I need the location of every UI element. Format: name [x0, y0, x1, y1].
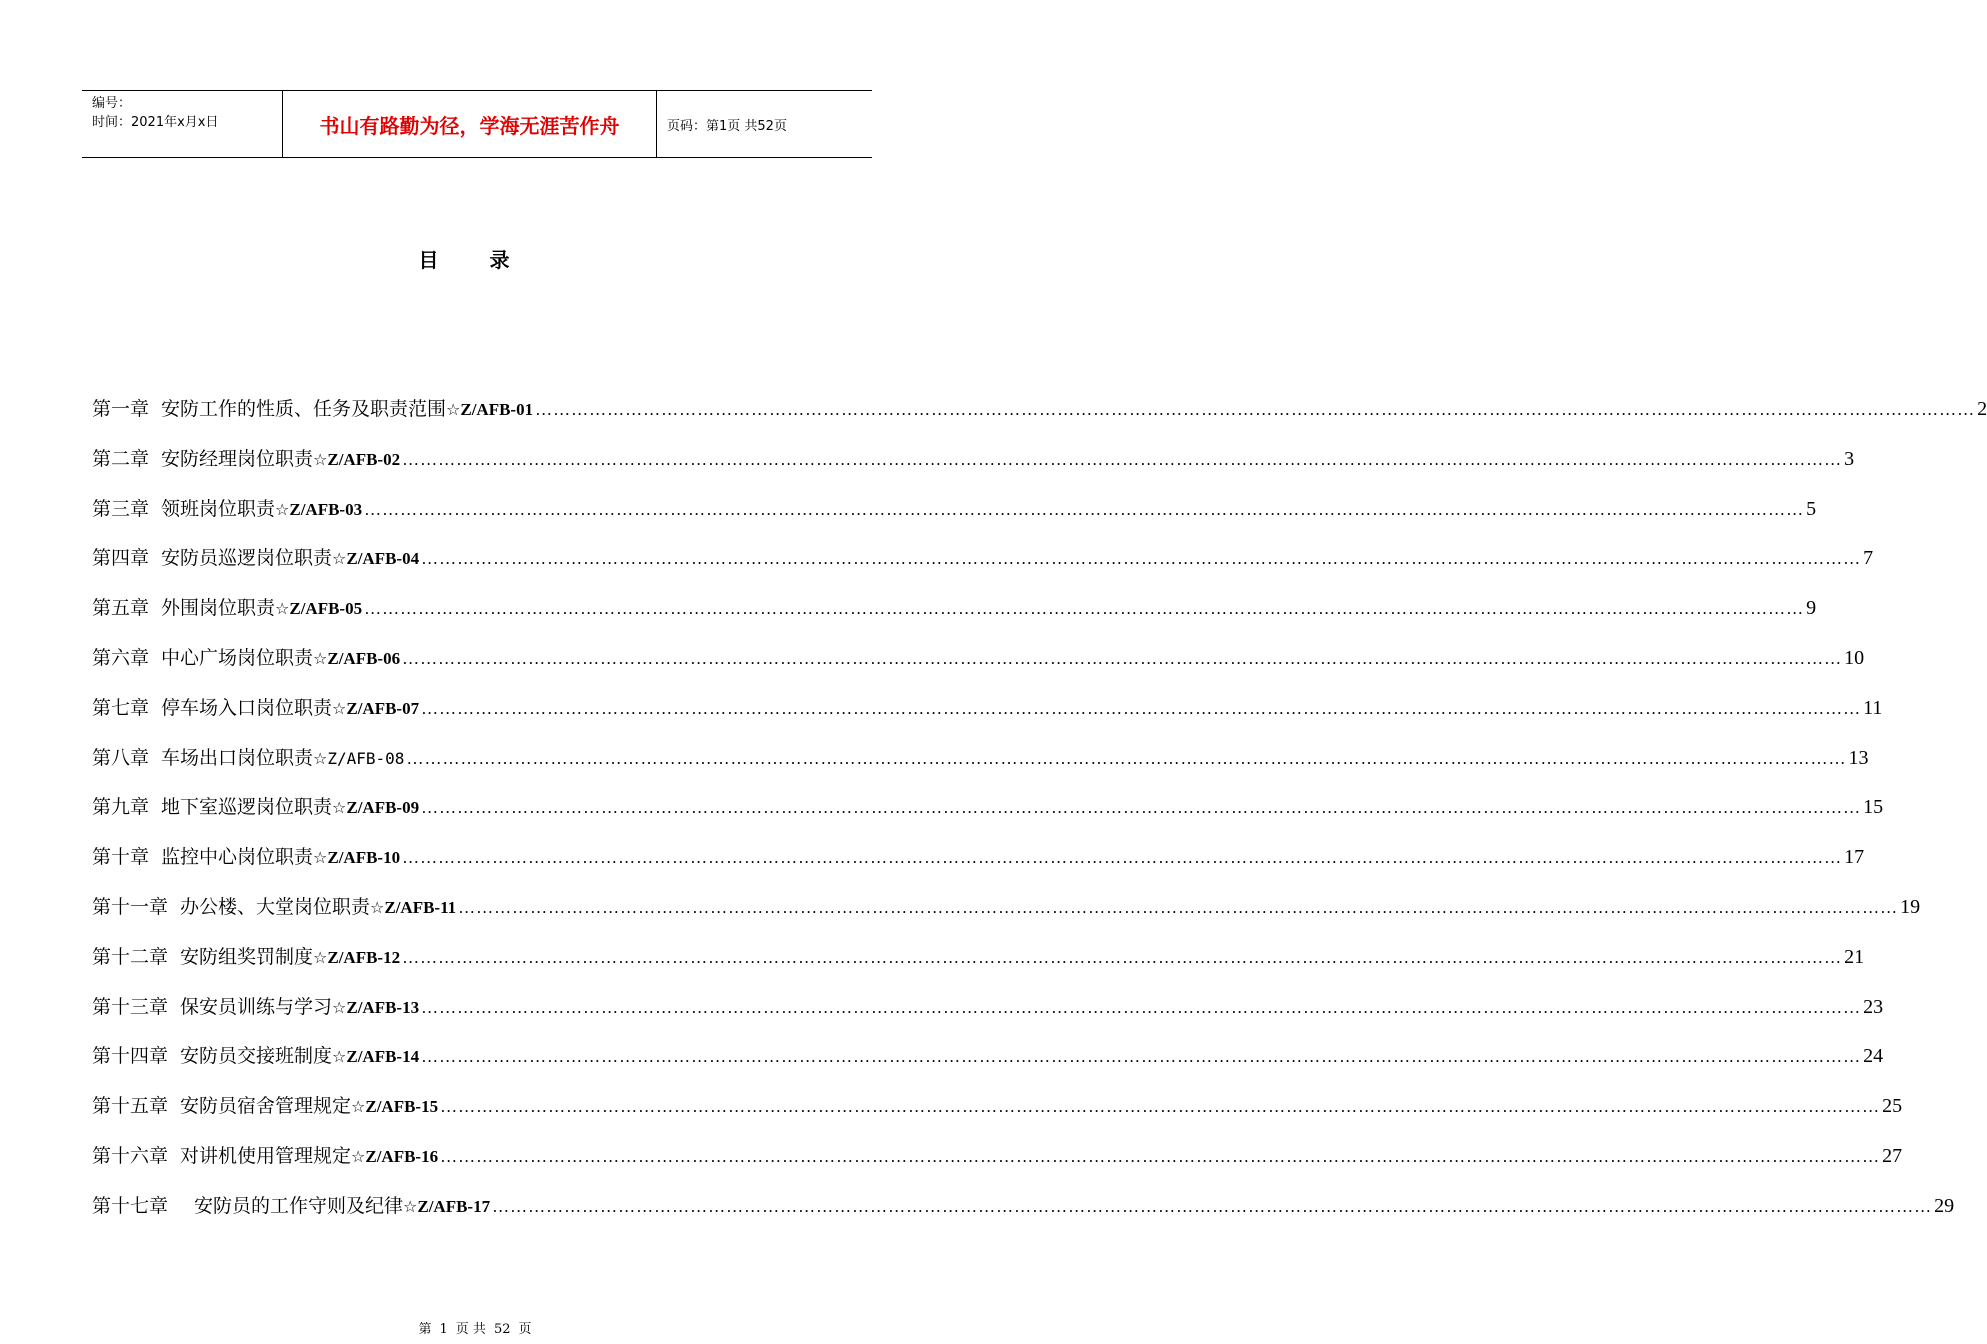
toc-page-number: 9: [1806, 597, 1817, 620]
star-icon: ☆: [313, 649, 328, 668]
footer-total-pages: 52: [493, 1322, 511, 1337]
toc-page-number: 21: [1844, 945, 1865, 968]
toc-entry[interactable]: [92, 593, 1817, 623]
toc-entry[interactable]: [92, 892, 1921, 922]
toc-chapter-number: 第四章: [92, 547, 150, 570]
toc-chapter-number: 第三章: [92, 497, 150, 520]
star-icon: ☆: [313, 748, 328, 768]
toc-document-code: Z/AFB-14: [346, 1047, 420, 1067]
toc-chapter-title: 领班岗位职责: [161, 497, 276, 520]
toc-entry[interactable]: [92, 992, 1884, 1022]
toc-chapter-number: 第九章: [92, 796, 150, 819]
toc-entry[interactable]: [92, 394, 1987, 424]
toc-document-code: Z/AFB-08: [327, 748, 405, 768]
toc-chapter-title: 办公楼、大堂岗位职责: [180, 896, 371, 918]
toc-chapter-title: 安防员巡逻岗位职责: [161, 547, 333, 570]
toc-chapter-number: 第十七章: [92, 1194, 169, 1217]
toc-leader-dots: ……………………………………………………………………………………………………………………………………………………………………………………………………………………: [535, 400, 1976, 419]
star-icon: ☆: [370, 898, 385, 917]
footer-post: 页: [518, 1322, 532, 1337]
toc-chapter-number: 第十二章: [92, 945, 169, 968]
toc-chapter-number: 第七章: [92, 696, 150, 719]
toc-leader-dots: ……………………………………………………………………………………………………………………………………………………………………………………………………………………: [421, 1047, 1862, 1067]
star-icon: ☆: [351, 1147, 366, 1166]
page-footer: [0, 1318, 950, 1337]
toc-document-code: Z/AFB-16: [365, 1147, 439, 1166]
toc-document-code: Z/AFB-04: [346, 549, 420, 569]
toc-chapter-title: 监控中心岗位职责: [161, 846, 314, 869]
page-title: 目 录: [418, 248, 532, 272]
toc-page-number: 13: [1848, 746, 1869, 769]
toc-page-number: 7: [1863, 547, 1874, 570]
star-icon: ☆: [351, 1097, 366, 1117]
star-icon: ☆: [332, 698, 347, 718]
toc-chapter-title: 车场出口岗位职责: [161, 746, 314, 769]
toc-chapter-title: 外围岗位职责: [161, 597, 276, 620]
toc-chapter-number: 第十一章: [92, 896, 169, 918]
toc-entry[interactable]: [92, 643, 1865, 673]
toc-leader-dots: ……………………………………………………………………………………………………………………………………………………………………………………………………………………: [421, 798, 1862, 818]
toc-chapter-title: 安防员交接班制度: [180, 1045, 333, 1068]
toc-document-code: Z/AFB-06: [327, 649, 401, 668]
toc-leader-dots: ……………………………………………………………………………………………………………………………………………………………………………………………………………………: [364, 499, 1805, 519]
toc-chapter-number: 第一章: [92, 398, 150, 420]
toc-page-number: 2: [1977, 398, 1987, 420]
toc-page-number: 11: [1863, 696, 1883, 719]
header-page-info: 页码：第1页 共52页: [667, 118, 787, 134]
footer-current-page: 1: [439, 1322, 448, 1337]
toc-document-code: Z/AFB-17: [417, 1196, 491, 1216]
toc-chapter-title: 安防员的工作守则及纪律: [194, 1194, 404, 1217]
toc-entry[interactable]: [92, 1141, 1903, 1171]
toc-entry[interactable]: [92, 842, 1865, 872]
toc-chapter-number: 第十三章: [92, 995, 169, 1018]
toc-page-number: 17: [1844, 846, 1865, 869]
toc-entry[interactable]: [92, 1041, 1884, 1071]
star-icon: ☆: [332, 997, 347, 1017]
toc-entry[interactable]: [92, 942, 1865, 972]
toc-leader-dots: ……………………………………………………………………………………………………………………………………………………………………………………………………………………: [406, 748, 1847, 768]
toc-leader-dots: ……………………………………………………………………………………………………………………………………………………………………………………………………………………: [364, 599, 1805, 619]
toc-leader-dots: ……………………………………………………………………………………………………………………………………………………………………………………………………………………: [421, 549, 1862, 569]
toc-leader-dots: ……………………………………………………………………………………………………………………………………………………………………………………………………………………: [492, 1196, 1933, 1216]
toc-chapter-number: 第十六章: [92, 1145, 169, 1167]
date-text: 时间：2021年x月x日: [92, 115, 219, 130]
toc-leader-dots: ……………………………………………………………………………………………………………………………………………………………………………………………………………………: [402, 649, 1843, 668]
star-icon: ☆: [332, 798, 347, 818]
toc-document-code: Z/AFB-03: [289, 499, 363, 519]
toc-page-number: 5: [1806, 497, 1817, 520]
toc-chapter-title: 中心广场岗位职责: [161, 647, 314, 669]
toc-entry[interactable]: [92, 693, 1883, 723]
toc-leader-dots: ……………………………………………………………………………………………………………………………………………………………………………………………………………………: [421, 698, 1862, 718]
toc-entry[interactable]: [92, 494, 1817, 524]
star-icon: ☆: [313, 848, 328, 868]
toc-page-number: 27: [1882, 1145, 1903, 1167]
toc-leader-dots: ……………………………………………………………………………………………………………………………………………………………………………………………………………………: [402, 449, 1843, 469]
header-meta: [82, 91, 283, 157]
toc-chapter-title: 停车场入口岗位职责: [161, 696, 333, 719]
toc-chapter-title: 保安员训练与学习: [180, 995, 333, 1018]
toc-document-code: Z/AFB-11: [384, 898, 457, 917]
toc-chapter-number: 第五章: [92, 597, 150, 620]
star-icon: ☆: [403, 1196, 418, 1216]
toc-document-code: Z/AFB-05: [289, 599, 363, 619]
toc-chapter-title: 安防员宿舍管理规定: [180, 1095, 352, 1118]
toc-document-code: Z/AFB-01: [460, 400, 534, 419]
star-icon: ☆: [313, 449, 328, 469]
toc-page-number: 25: [1882, 1095, 1903, 1118]
toc-leader-dots: ……………………………………………………………………………………………………………………………………………………………………………………………………………………: [402, 947, 1843, 967]
toc-chapter-number: 第八章: [92, 746, 150, 769]
header-motto: 书山有路勤为径，学海无涯苦作舟: [283, 91, 657, 157]
star-icon: ☆: [446, 400, 461, 419]
toc-document-code: Z/AFB-13: [346, 997, 420, 1017]
toc-page-number: 29: [1934, 1194, 1955, 1217]
toc-leader-dots: ……………………………………………………………………………………………………………………………………………………………………………………………………………………: [458, 898, 1899, 917]
toc-chapter-title: 安防组奖罚制度: [180, 945, 314, 968]
toc-document-code: Z/AFB-09: [346, 798, 420, 818]
toc-document-code: Z/AFB-12: [327, 947, 401, 967]
toc-chapter-title: 对讲机使用管理规定: [180, 1145, 352, 1167]
toc-chapter-title: 地下室巡逻岗位职责: [161, 796, 333, 819]
star-icon: ☆: [332, 549, 347, 569]
toc-page-number: 24: [1863, 1045, 1884, 1068]
toc-chapter-number: 第二章: [92, 447, 150, 470]
toc-entry[interactable]: [92, 792, 1884, 822]
toc-page-number: 19: [1900, 896, 1921, 918]
toc-entry[interactable]: [92, 743, 1869, 773]
star-icon: ☆: [275, 499, 290, 519]
footer-pre: 第: [418, 1322, 432, 1337]
number-label: 编号：: [92, 96, 132, 111]
toc-leader-dots: ……………………………………………………………………………………………………………………………………………………………………………………………………………………: [402, 848, 1843, 868]
toc-entry[interactable]: [92, 444, 1855, 474]
footer-mid: 页 共: [455, 1322, 486, 1337]
star-icon: ☆: [275, 599, 290, 619]
toc-chapter-number: 第十章: [92, 846, 150, 869]
page-header: [82, 90, 872, 158]
toc-chapter-number: 第十四章: [92, 1045, 169, 1068]
toc-page-number: 15: [1863, 796, 1884, 819]
toc-page-number: 10: [1844, 647, 1865, 669]
toc-page-number: 3: [1844, 447, 1855, 470]
star-icon: ☆: [313, 947, 328, 967]
toc-entry[interactable]: [92, 543, 1874, 573]
toc-page-number: 23: [1863, 995, 1884, 1018]
toc-chapter-number: 第六章: [92, 647, 150, 669]
toc-chapter-title: 安防经理岗位职责: [161, 447, 314, 470]
toc-chapter-title: 安防工作的性质、任务及职责范围: [161, 398, 447, 420]
toc-document-code: Z/AFB-02: [327, 449, 401, 469]
toc-leader-dots: ……………………………………………………………………………………………………………………………………………………………………………………………………………………: [421, 997, 1862, 1017]
toc-document-code: Z/AFB-07: [346, 698, 420, 718]
toc-chapter-number: 第十五章: [92, 1095, 169, 1118]
toc-leader-dots: ……………………………………………………………………………………………………………………………………………………………………………………………………………………: [440, 1097, 1881, 1117]
toc-entry[interactable]: [92, 1091, 1903, 1121]
star-icon: ☆: [332, 1047, 347, 1067]
toc-document-code: Z/AFB-10: [327, 848, 401, 868]
toc-leader-dots: ……………………………………………………………………………………………………………………………………………………………………………………………………………………: [440, 1147, 1881, 1166]
toc-entry[interactable]: [92, 1191, 1955, 1221]
toc-document-code: Z/AFB-15: [365, 1097, 439, 1117]
